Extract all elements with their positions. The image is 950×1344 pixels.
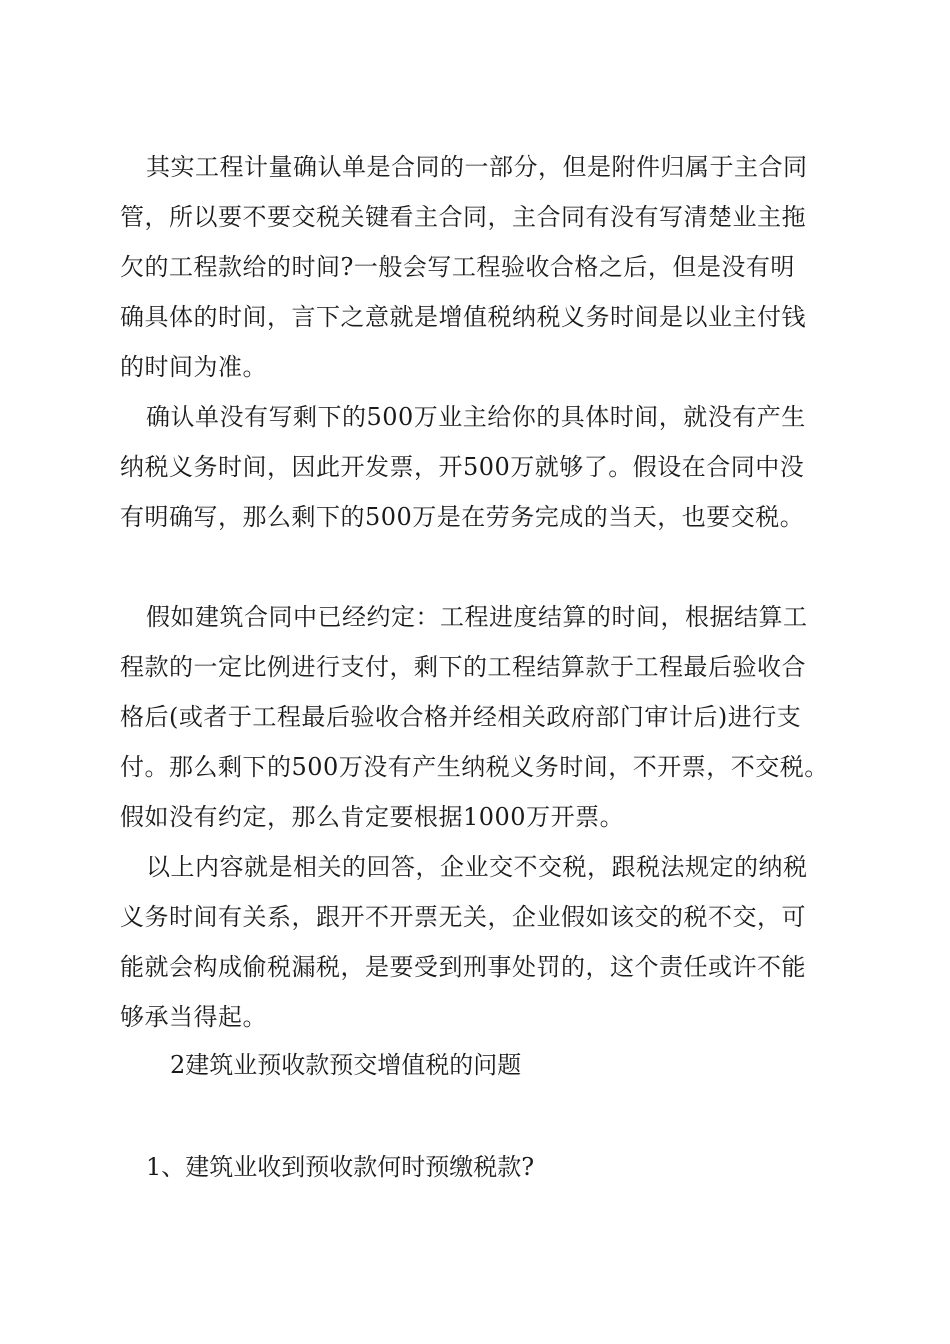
paragraph-line: 管，所以要不要交税关键看主合同，主合同有没有写清楚业主拖 [120, 203, 806, 231]
paragraph-line: 义务时间有关系，跟开不开票无关，企业假如该交的税不交，可 [120, 903, 806, 931]
paragraph-line: 欠的工程款给的时间?一般会写工程验收合格之后，但是没有明 [120, 253, 795, 281]
paragraph-4 [120, 842, 840, 1042]
paragraph-line: 程款的一定比例进行支付，剩下的工程结算款于工程最后验收合 [120, 653, 806, 681]
paragraph-1 [120, 142, 840, 392]
paragraph-2 [120, 392, 840, 542]
paragraph-line: 的时间为准。 [120, 353, 267, 381]
paragraph-line: 格后(或者于工程最后验收合格并经相关政府部门审计后)进行支 [120, 703, 802, 731]
paragraph-line: 以上内容就是相关的回答，企业交不交税，跟税法规定的纳税 [146, 853, 808, 881]
paragraph-line: 纳税义务时间，因此开发票，开500万就够了。假设在合同中没 [120, 453, 805, 481]
paragraph-3 [120, 592, 840, 842]
question-heading: 1、建筑业收到预收款何时预缴税款? [146, 1153, 535, 1181]
section-heading: 2建筑业预收款预交增值税的问题 [170, 1051, 522, 1079]
paragraph-line: 能就会构成偷税漏税，是要受到刑事处罚的，这个责任或许不能 [120, 953, 806, 981]
paragraph-line: 付。那么剩下的500万没有产生纳税义务时间，不开票，不交税。 [120, 753, 829, 781]
paragraph-line: 有明确写，那么剩下的500万是在劳务完成的当天，也要交税。 [120, 503, 805, 531]
paragraph-line: 确认单没有写剩下的500万业主给你的具体时间，就没有产生 [146, 403, 806, 431]
paragraph-line: 够承当得起。 [120, 1003, 267, 1031]
paragraph-line: 确具体的时间，言下之意就是增值税纳税义务时间是以业主付钱 [120, 303, 806, 331]
paragraph-line: 假如建筑合同中已经约定：工程进度结算的时间，根据结算工 [146, 603, 808, 631]
paragraph-line: 假如没有约定，那么肯定要根据1000万开票。 [120, 803, 625, 831]
paragraph-line: 其实工程计量确认单是合同的一部分，但是附件归属于主合同 [146, 153, 808, 181]
